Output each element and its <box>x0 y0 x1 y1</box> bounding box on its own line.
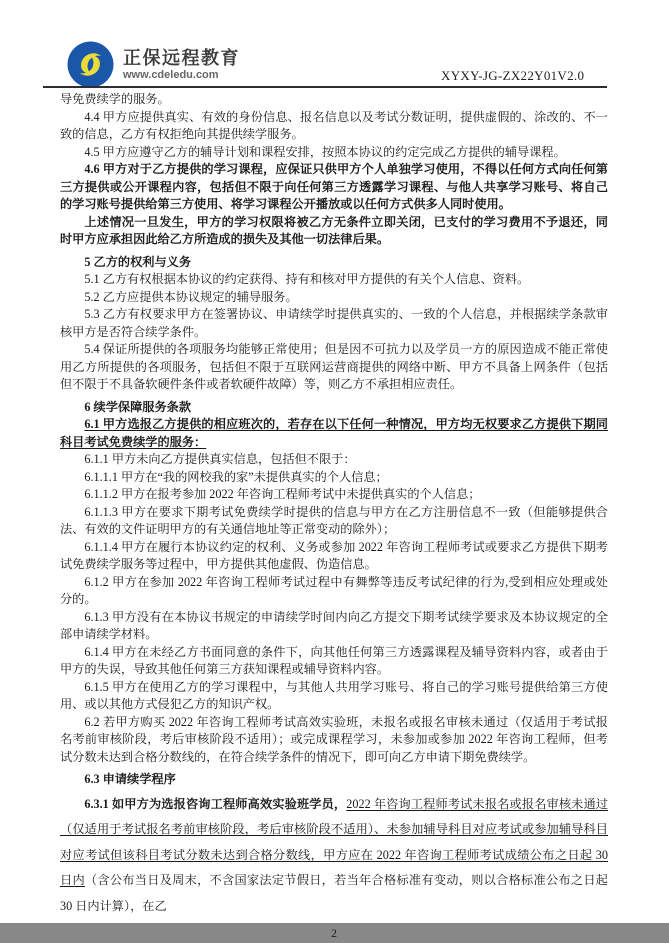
text-run: 上述情况一旦发生，甲方的学习权限将被乙方无条件立即关闭，已支付的学习费用不予退还，同时甲方应承担因此给乙方所造成的损失及其他一切法律后果。 <box>60 214 608 246</box>
text-run: 6.3.1 如甲方为选报咨询工程师高效实验班学员， <box>84 796 347 811</box>
text-run: 6.3 申请续学程序 <box>84 772 176 786</box>
paragraph <box>60 679 608 714</box>
text-run: 6.1.1.2 甲方在报考参加 2022 年咨询工程师考试中未提供真实的个人信息； <box>84 487 481 501</box>
paragraph <box>60 574 608 609</box>
text-run: 6.2 若甲方购买 2022 年咨询工程师考试高效实验班，未报名或报名审核未通过（仅适用于考试报名考前审核阶段，考后审核阶段不适用）；或完成课程学习，未参加或参加 2022 年咨询工程师，但考试分数未达到合格分数线的，在符合续学条件的情况下，即可向乙方申请下期免费续学。 <box>60 714 608 764</box>
paragraph <box>60 504 608 539</box>
brand-logo <box>67 41 240 88</box>
paragraph <box>60 469 608 487</box>
brand-text-block <box>123 47 240 82</box>
swirl-logo-icon <box>67 41 114 88</box>
paragraph <box>60 161 608 214</box>
document-body <box>60 91 608 943</box>
text-run: 2022 年咨询工程师考试未报名或报名审核未通过（仅适用于考试报名考前审核阶段，考后审核阶段不适用）、未参加辅导科目对应考试或参加辅导科目对应考试但该科目考试分数未达到合格分数线，甲方应在 2022 年咨询工程师考试成绩公布之日起 30 日内 <box>60 796 609 887</box>
paragraph <box>60 792 608 920</box>
text-run: 6.1.3 甲方没有在本协议书规定的申请续学时间内向乙方提交下期考试续学要求及本协议规定的全部申请续学材料。 <box>60 609 608 641</box>
text-run: 5.1 乙方有权根据本协议的约定获得、持有和核对甲方提供的有关个人信息、资料。 <box>84 272 530 286</box>
paragraph <box>60 644 608 679</box>
section-heading <box>60 771 608 789</box>
paragraph <box>60 91 608 109</box>
paragraph <box>60 271 608 289</box>
text-run: 6.1.1.1 甲方在“我的网校我的家”未提供真实的个人信息； <box>84 469 388 484</box>
paragraph <box>60 609 608 644</box>
paragraph <box>60 451 608 469</box>
paragraph <box>60 144 608 162</box>
text-run: 5.2 乙方应提供本协议规定的辅导服务。 <box>84 289 298 304</box>
text-run: 5 乙方的权利与义务 <box>84 254 192 269</box>
text-run: 6 续学保障服务条款 <box>84 399 192 414</box>
paragraph <box>60 289 608 307</box>
header-divider <box>43 86 607 88</box>
text-run: 5.4 保证所提供的各项服务均能够正常使用；但是因不可抗力以及学员一方的原因造成不能正常使用乙方所提供的各项服务，包括但不限于互联网运营商提供的网络中断、甲方不具备上网条件（包括但不限于不具备软硬件条件或者软硬件故障）等，则乙方不承担相应责任。 <box>60 342 608 391</box>
text-run: （含公布当日及周末，不含国家法定节假日，若当年合格标准有变动，则以合格标准公布之日起 30 日内计算），在乙 <box>60 873 608 913</box>
paragraph <box>60 214 608 249</box>
text-run: 6.1.5 甲方在使用乙方的学习课程中，与其他人共用学习账号、将自己的学习账号提供给第三方使用、或以其他方式侵犯乙方的知识产权。 <box>60 679 608 711</box>
text-run: 6.1 甲方选报乙方提供的相应班次的，若存在以下任何一种情况，甲方均无权要求乙方提供下期同科目考试免费续学的服务： <box>60 417 608 449</box>
doc-code: XYXY-JG-ZX22Y01V2.0 <box>441 68 585 83</box>
page-number: 2 <box>331 926 337 940</box>
paragraph <box>60 416 608 451</box>
text-run: 5.3 乙方有权要求甲方在签署协议、申请续学时提供真实的、一致的个人信息，并根据续学条款审核甲方是否符合续学条件。 <box>60 307 608 339</box>
text-run: 导免费续学的服务。 <box>60 92 170 106</box>
section-heading <box>60 254 608 272</box>
text-run: 4.4 甲方应提供真实、有效的身份信息、报名信息以及考试分数证明，提供虚假的、涂改的、不一致的信息，乙方有权拒绝向其提供续学服务。 <box>60 109 608 141</box>
paragraph <box>60 714 608 767</box>
section-heading <box>60 399 608 417</box>
text-run: 6.1.1.4 甲方在履行本协议约定的权利、义务或参加 2022 年咨询工程师考试或要求乙方提供下期考试免费续学服务等过程中，甲方提供其他虚假、伪造信息。 <box>60 539 608 571</box>
text-run: 4.5 甲方应遵守乙方的辅导计划和课程安排，按照本协议的约定完成乙方提供的辅导课程。 <box>84 144 566 159</box>
paragraph <box>60 109 608 144</box>
text-run: 6.1.1 甲方未向乙方提供真实信息，包括但不限于： <box>84 452 356 466</box>
text-run: 6.1.4 甲方在未经乙方书面同意的条件下，向其他任何第三方透露课程及辅导资料内容，或者由于甲方的失误，导致其他任何第三方获知课程或辅导资料内容。 <box>60 644 608 676</box>
text-run: 4.6 甲方对于乙方提供的学习课程，应保证只供甲方个人单独学习使用，不得以任何方式向任何第三方提供或公开课程内容，包括但不限于向任何第三方透露学习课程、与他人共享学习账号、将自己的学习账号提供给第三方使用、将学习课程公开播放或以任何方式供多人同时使用。 <box>60 162 608 211</box>
text-run: 6.1.1.3 甲方在要求下期考试免费续学时提供的信息与甲方在乙方注册信息不一致（但能够提供合法、有效的文件证明甲方的有关通信地址等正常变动的除外）； <box>60 504 608 536</box>
paragraph <box>60 486 608 504</box>
brand-name: 正保远程教育 <box>123 48 240 68</box>
paragraph <box>60 341 608 394</box>
paragraph <box>60 539 608 574</box>
text-run: 6.1.2 甲方在参加 2022 年咨询工程师考试过程中有舞弊等违反考试纪律的行为,受到相应处理或处分的。 <box>60 574 608 606</box>
brand-website: www.cdeledu.com <box>123 69 219 81</box>
paragraph <box>60 306 608 341</box>
